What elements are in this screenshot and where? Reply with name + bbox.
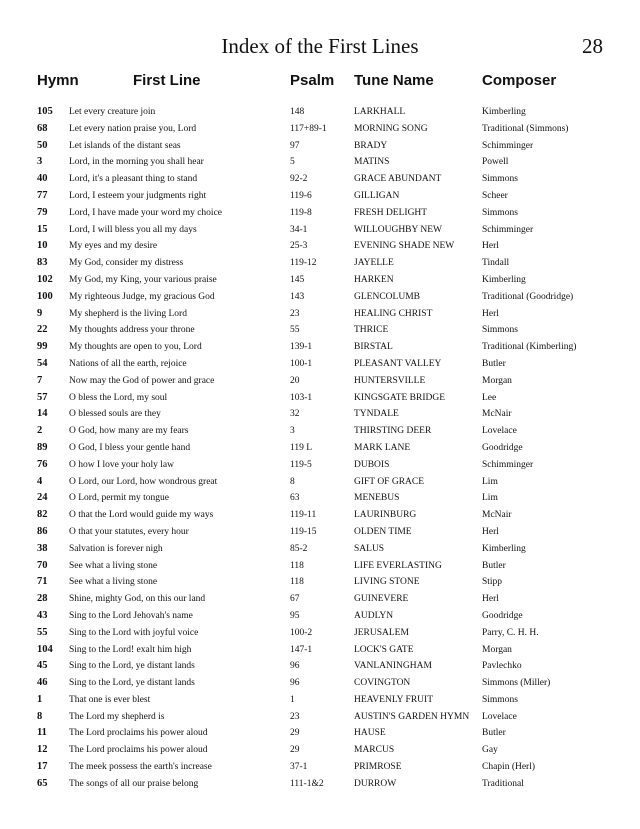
table-row: [0, 306, 640, 323]
psalm-ref: 29: [290, 745, 300, 756]
first-line: The Lord my shepherd is: [69, 711, 165, 722]
table-row: [0, 692, 640, 709]
composer: Lim: [482, 476, 498, 487]
composer: Herl: [482, 241, 499, 252]
table-row: [0, 171, 640, 188]
composer: Goodridge: [482, 610, 523, 621]
table-row: [0, 205, 640, 222]
table-row: [0, 289, 640, 306]
composer: Lee: [482, 392, 497, 403]
psalm-ref: 111-1&2: [290, 778, 324, 789]
hymn-number: 77: [37, 189, 48, 201]
first-line: Shine, mighty God, on this our land: [69, 594, 206, 605]
hymn-number: 43: [37, 609, 48, 621]
first-line: My eyes and my desire: [69, 241, 158, 252]
hymn-number: 104: [37, 643, 53, 655]
psalm-ref: 3: [290, 426, 295, 437]
hymn-number: 1: [37, 693, 43, 705]
psalm-ref: 118: [290, 560, 304, 571]
psalm-ref: 23: [290, 711, 300, 722]
table-row: [0, 507, 640, 524]
psalm-ref: 20: [290, 375, 300, 386]
first-line: The meek possess the earth's increase: [69, 762, 212, 773]
composer: Pavlechko: [482, 661, 522, 672]
psalm-ref: 63: [290, 493, 300, 504]
hymn-number: 45: [37, 660, 48, 672]
column-header-hymn: Hymn: [37, 72, 79, 89]
psalm-ref: 29: [290, 728, 300, 739]
hymn-number: 22: [37, 324, 48, 336]
hymn-number: 86: [37, 525, 48, 537]
composer: Scheer: [482, 190, 508, 201]
tune-name: GLENCOLUMB: [354, 291, 420, 302]
tune-name: VANLANINGHAM: [354, 661, 432, 672]
first-line: Lord, I have made your word my choice: [69, 207, 223, 218]
psalm-ref: 1: [290, 694, 295, 705]
table-row: [0, 541, 640, 558]
first-line: O God, I bless your gentle hand: [69, 442, 191, 453]
table-row: [0, 406, 640, 423]
tune-name: PRIMROSE: [354, 762, 402, 773]
composer: Traditional (Kimberling): [482, 342, 577, 353]
psalm-ref: 145: [290, 274, 305, 285]
hymn-number: 54: [37, 357, 48, 369]
tune-name: LOCK'S GATE: [354, 644, 414, 655]
composer: Schimminger: [482, 140, 534, 151]
tune-name: WILLOUGHBY NEW: [354, 224, 443, 235]
table-row: [0, 440, 640, 457]
first-line: Now may the God of power and grace: [69, 375, 215, 386]
hymn-number: 46: [37, 677, 48, 689]
first-line: Lord, it's a pleasant thing to stand: [69, 174, 198, 185]
hymn-number: 15: [37, 223, 48, 235]
hymn-number: 14: [37, 408, 48, 420]
psalm-ref: 85-2: [290, 543, 308, 554]
hymn-number: 71: [37, 576, 48, 588]
first-line: Salvation is forever nigh: [69, 543, 163, 554]
tune-name: MARCUS: [354, 745, 395, 756]
first-line: O Lord, our Lord, how wondrous great: [69, 476, 218, 487]
first-line: Let every nation praise you, Lord: [69, 123, 197, 134]
hymn-number: 76: [37, 458, 48, 470]
table-row: [0, 490, 640, 507]
psalm-ref: 100-2: [290, 627, 313, 638]
psalm-ref: 67: [290, 594, 300, 605]
first-line: My thoughts address your throne: [69, 325, 195, 336]
tune-name: HUNTERSVILLE: [354, 375, 426, 386]
hymn-number: 12: [37, 744, 48, 756]
table-row: [0, 356, 640, 373]
page-title: Index of the First Lines: [221, 34, 419, 58]
first-line: Lord, I will bless you all my days: [69, 224, 197, 235]
composer: Kimberling: [482, 107, 526, 117]
psalm-ref: 119-8: [290, 207, 312, 218]
composer: Simmons: [482, 325, 518, 336]
psalm-ref: 119-11: [290, 510, 317, 521]
first-line: My God, my King, your various praise: [69, 274, 217, 285]
tune-name: COVINGTON: [354, 678, 411, 689]
first-line: O blessed souls are they: [69, 409, 161, 420]
tune-name: SALUS: [354, 543, 385, 554]
hymn-number: 40: [37, 173, 48, 185]
psalm-ref: 117+89-1: [290, 123, 327, 134]
composer: Schimminger: [482, 459, 534, 470]
tune-name: AUDLYN: [354, 610, 394, 621]
first-line: Sing to the Lord with joyful voice: [69, 627, 199, 638]
tune-name: LIVING STONE: [354, 577, 420, 588]
table-row: [0, 608, 640, 625]
psalm-ref: 148: [290, 107, 305, 117]
composer: McNair: [482, 510, 512, 521]
table-row: [0, 625, 640, 642]
tune-name: GRACE ABUNDANT: [354, 174, 442, 185]
psalm-ref: 100-1: [290, 358, 313, 369]
first-line: Sing to the Lord! exalt him high: [69, 644, 192, 655]
hymn-number: 57: [37, 391, 48, 403]
psalm-ref: 25-3: [290, 241, 308, 252]
page-number: 28: [582, 34, 603, 58]
index-table: [0, 104, 640, 793]
psalm-ref: 119 L: [290, 442, 313, 453]
hymn-number: 8: [37, 710, 43, 722]
hymn-number: 2: [37, 425, 43, 437]
psalm-ref: 96: [290, 678, 300, 689]
column-header-psalm: Psalm: [290, 72, 335, 89]
tune-name: THIRSTING DEER: [354, 426, 432, 437]
psalm-ref: 119-12: [290, 258, 317, 269]
first-line: See what a living stone: [69, 560, 158, 571]
composer: Chapin (Herl): [482, 762, 536, 773]
psalm-ref: 96: [290, 661, 300, 672]
tune-name: GUINEVERE: [354, 594, 409, 605]
tune-name: PLEASANT VALLEY: [354, 358, 442, 369]
hymn-number: 89: [37, 441, 48, 453]
composer: Kimberling: [482, 274, 526, 285]
table-row: [0, 658, 640, 675]
first-line: O how I love your holy law: [69, 459, 175, 470]
tune-name: HEALING CHRIST: [354, 308, 433, 319]
first-line: Sing to the Lord, ye distant lands: [69, 678, 195, 689]
table-row: [0, 759, 640, 776]
table-row: [0, 675, 640, 692]
table-row: [0, 457, 640, 474]
first-line: My God, consider my distress: [69, 258, 184, 269]
first-line: The Lord proclaims his power aloud: [69, 745, 208, 756]
table-row: [0, 272, 640, 289]
psalm-ref: 147-1: [290, 644, 313, 655]
table-row: [0, 104, 640, 121]
first-line: O bless the Lord, my soul: [69, 392, 168, 403]
tune-name: HARKEN: [354, 274, 394, 285]
tune-name: MARK LANE: [354, 442, 411, 453]
hymn-number: 100: [37, 290, 53, 302]
first-line: Lord, I esteem your judgments right: [69, 190, 207, 201]
tune-name: FRESH DELIGHT: [354, 207, 428, 218]
psalm-ref: 103-1: [290, 392, 313, 403]
first-line: My thoughts are open to you, Lord: [69, 342, 202, 353]
table-row: [0, 238, 640, 255]
table-row: [0, 222, 640, 239]
composer: Stipp: [482, 577, 503, 588]
psalm-ref: 95: [290, 610, 300, 621]
first-line: Nations of all the earth, rejoice: [69, 358, 187, 369]
psalm-ref: 92-2: [290, 174, 308, 185]
table-row: [0, 709, 640, 726]
table-row: [0, 474, 640, 491]
table-row: [0, 742, 640, 759]
tune-name: HEAVENLY FRUIT: [354, 694, 434, 705]
table-row: [0, 574, 640, 591]
psalm-ref: 97: [290, 140, 300, 151]
hymn-number: 65: [37, 777, 48, 789]
first-line: Sing to the Lord, ye distant lands: [69, 661, 195, 672]
composer: Traditional (Simmons): [482, 123, 569, 134]
first-line: O that the Lord would guide my ways: [69, 510, 214, 521]
tune-name: TYNDALE: [354, 409, 399, 420]
hymn-number: 9: [37, 307, 43, 319]
column-header-first-line: First Line: [133, 72, 201, 89]
table-row: [0, 188, 640, 205]
first-line: The songs of all our praise belong: [69, 778, 199, 789]
psalm-ref: 23: [290, 308, 300, 319]
psalm-ref: 139-1: [290, 342, 313, 353]
composer: Morgan: [482, 644, 512, 655]
composer: Goodridge: [482, 442, 523, 453]
first-line: Lord, in the morning you shall hear: [69, 157, 204, 168]
column-header-composer: Composer: [482, 72, 557, 89]
composer: McNair: [482, 409, 512, 420]
hymn-number: 10: [37, 240, 48, 252]
composer: Simmons (Miller): [482, 678, 551, 689]
first-line: Let every creature join: [69, 107, 156, 117]
table-row: [0, 642, 640, 659]
composer: Simmons: [482, 207, 518, 218]
tune-name: LAURINBURG: [354, 510, 417, 521]
hymn-number: 79: [37, 206, 48, 218]
table-row: [0, 339, 640, 356]
psalm-ref: 55: [290, 325, 300, 336]
tune-name: OLDEN TIME: [354, 526, 412, 537]
hymn-number: 102: [37, 273, 53, 285]
table-row: [0, 373, 640, 390]
first-line: O that your statutes, every hour: [69, 526, 189, 537]
first-line: My righteous Judge, my gracious God: [69, 291, 215, 302]
tune-name: LIFE EVERLASTING: [354, 560, 442, 571]
hymn-number: 11: [37, 727, 47, 739]
composer: Parry, C. H. H.: [482, 627, 539, 638]
hymn-number: 7: [37, 374, 43, 386]
table-row: [0, 524, 640, 541]
hymn-number: 50: [37, 139, 48, 151]
tune-name: JAYELLE: [354, 258, 394, 269]
hymn-number: 68: [37, 122, 48, 134]
composer: Lim: [482, 493, 498, 504]
composer: Tindall: [482, 258, 510, 269]
table-row: [0, 423, 640, 440]
table-row: [0, 558, 640, 575]
first-line: O Lord, permit my tongue: [69, 493, 169, 504]
tune-name: KINGSGATE BRIDGE: [354, 392, 446, 403]
hymn-number: 82: [37, 509, 48, 521]
first-line: O God, how many are my fears: [69, 426, 189, 437]
composer: Simmons: [482, 694, 518, 705]
tune-name: MENEBUS: [354, 493, 400, 504]
column-header-tune-name: Tune Name: [354, 72, 434, 89]
composer: Schimminger: [482, 224, 534, 235]
table-row: [0, 154, 640, 171]
tune-name: HAUSE: [354, 728, 386, 739]
hymn-number: 3: [37, 156, 43, 168]
psalm-ref: 119-5: [290, 459, 312, 470]
first-line: Let islands of the distant seas: [69, 140, 181, 151]
composer: Powell: [482, 157, 509, 168]
first-line: My shepherd is the living Lord: [69, 308, 187, 319]
hymn-number: 24: [37, 492, 48, 504]
composer: Butler: [482, 560, 506, 571]
psalm-ref: 34-1: [290, 224, 308, 235]
tune-name: GIFT OF GRACE: [354, 476, 425, 487]
composer: Simmons: [482, 174, 518, 185]
table-row: [0, 255, 640, 272]
hymn-number: 83: [37, 257, 48, 269]
hymn-number: 99: [37, 341, 48, 353]
table-row: [0, 776, 640, 793]
tune-name: AUSTIN'S GARDEN HYMN: [354, 711, 470, 722]
tune-name: BRADY: [354, 140, 388, 151]
psalm-ref: 37-1: [290, 762, 308, 773]
tune-name: BIRSTAL: [354, 342, 393, 353]
hymn-number: 55: [37, 626, 48, 638]
composer: Kimberling: [482, 543, 526, 554]
composer: Traditional (Goodridge): [482, 291, 574, 302]
table-row: [0, 591, 640, 608]
psalm-ref: 32: [290, 409, 300, 420]
table-row: [0, 121, 640, 138]
first-line: The Lord proclaims his power aloud: [69, 728, 208, 739]
psalm-ref: 119-6: [290, 190, 312, 201]
first-line: See what a living stone: [69, 577, 158, 588]
table-row: [0, 322, 640, 339]
table-row: [0, 138, 640, 155]
tune-name: LARKHALL: [354, 107, 406, 117]
hymn-number: 17: [37, 761, 48, 773]
psalm-ref: 119-15: [290, 526, 317, 537]
tune-name: EVENING SHADE NEW: [354, 241, 455, 252]
composer: Herl: [482, 308, 499, 319]
tune-name: MATINS: [354, 157, 390, 168]
tune-name: DURROW: [354, 778, 397, 789]
composer: Herl: [482, 526, 499, 537]
composer: Gay: [482, 745, 498, 756]
tune-name: THRICE: [354, 325, 389, 336]
composer: Lovelace: [482, 711, 517, 722]
psalm-ref: 118: [290, 577, 304, 588]
first-line: That one is ever blest: [69, 694, 151, 705]
composer: Lovelace: [482, 426, 517, 437]
tune-name: MORNING SONG: [354, 123, 428, 134]
hymn-number: 4: [37, 475, 43, 487]
hymn-number: 105: [37, 106, 53, 117]
tune-name: JERUSALEM: [354, 627, 409, 638]
hymn-number: 38: [37, 542, 48, 554]
composer: Morgan: [482, 375, 512, 386]
first-line: Sing to the Lord Jehovah's name: [69, 610, 193, 621]
tune-name: DUBOIS: [354, 459, 390, 470]
table-row: [0, 725, 640, 742]
composer: Herl: [482, 594, 499, 605]
psalm-ref: 143: [290, 291, 305, 302]
composer: Butler: [482, 728, 506, 739]
composer: Traditional: [482, 778, 524, 789]
hymn-number: 70: [37, 559, 48, 571]
hymn-number: 28: [37, 593, 48, 605]
psalm-ref: 8: [290, 476, 295, 487]
psalm-ref: 5: [290, 157, 295, 168]
tune-name: GILLIGAN: [354, 190, 400, 201]
table-row: [0, 390, 640, 407]
composer: Butler: [482, 358, 506, 369]
